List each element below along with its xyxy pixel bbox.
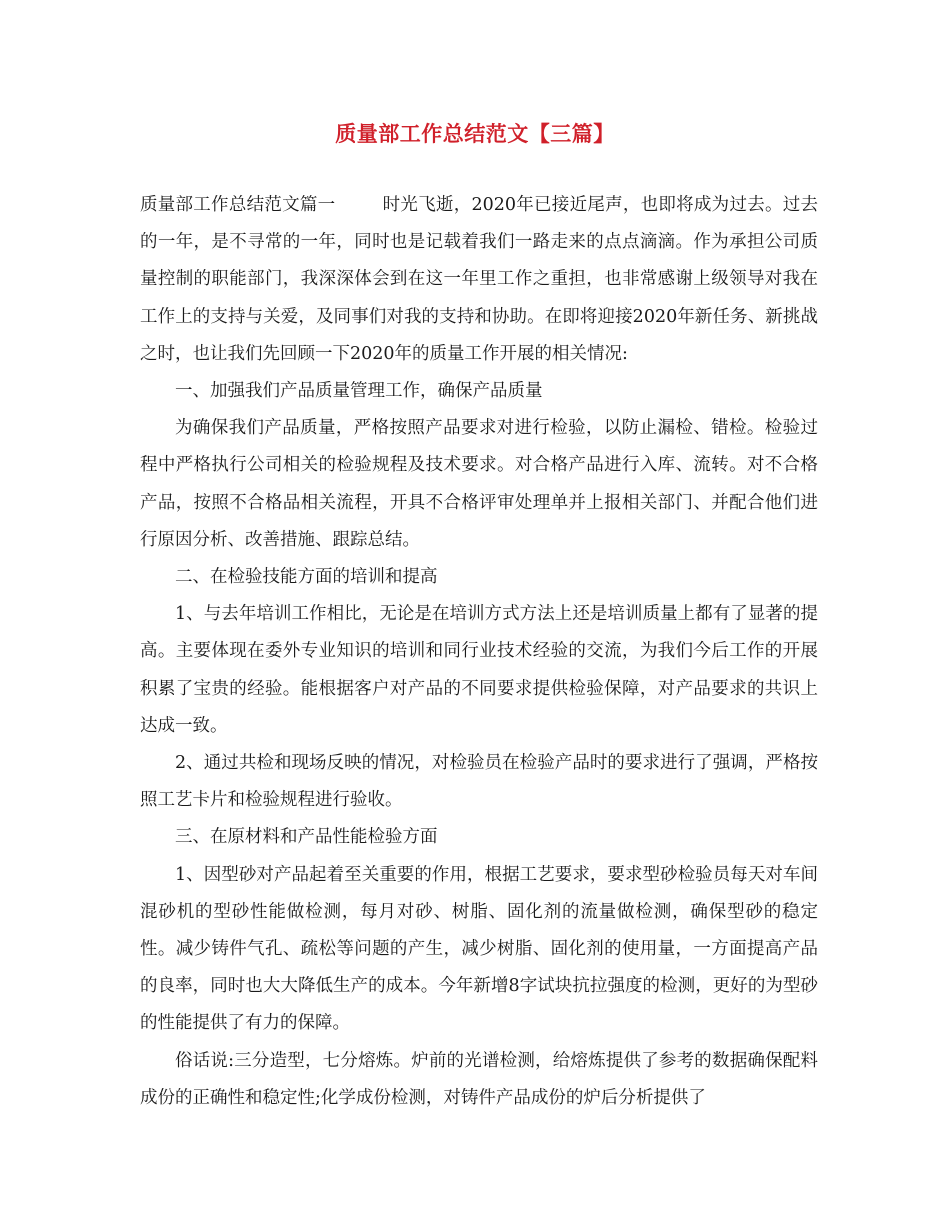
document-title: 质量部工作总结范文【三篇】 — [335, 121, 615, 146]
section1-paragraph: 为确保我们产品质量，严格按照产品要求对进行检验，以防止漏检、错检。检验过程中严格执行公司相关的检验规程及技术要求。对合格产品进行入库、流转。对不合格产品，按照不合格品相关流程，开具不合格评审处理单并上报相关部门、并配合他们进行原因分析、改善措施、跟踪总结。 — [140, 418, 818, 550]
intro-paragraph — [140, 187, 818, 373]
intro-text: 时光飞逝，2020年已接近尾声，也即将成为过去。过去的一年，是不寻常的一年，同时也是记载着我们一路走来的点点滴滴。作为承担公司质量控制的职能部门，我深深体会到在这一年里工作之重担，也非常感谢上级领导对我在工作上的支持与关爱，及同事们对我的支持和协助。在即将迎接2020年新任务、新挑战之时，也让我们先回顾一下2020年的质量工作开展的相关情况: — [140, 195, 818, 364]
section2-heading: 二、在检验技能方面的培训和提高 — [175, 567, 438, 588]
section1-heading: 一、加强我们产品质量管理工作，确保产品质量 — [175, 381, 543, 402]
document-body — [140, 187, 818, 1117]
section2-item-2: 2、通过共检和现场反映的情况，对检验员在检验产品时的要求进行了强调，严格按照工艺卡片和检验规程进行验收。 — [140, 753, 818, 811]
intro-label: 质量部工作总结范文篇一 — [140, 195, 336, 215]
section3-item-1: 1、因型砂对产品起着至关重要的作用，根据工艺要求，要求型砂检验员每天对车间混砂机的型砂性能做检测，每月对砂、树脂、固化剂的流量做检测，确保型砂的稳定性。减少铸件气孔、疏松等问题的产生，减少树脂、固化剂的使用量，一方面提高产品的良率，同时也大大降低生产的成本。今年新增8字试块抗拉强度的检测，更好的为型砂的性能提供了有力的保障。 — [140, 864, 818, 1034]
section2-item-1: 1、与去年培训工作相比，无论是在培训方式方法上还是培训质量上都有了显著的提高。主要体现在委外专业知识的培训和同行业技术经验的交流，为我们今后工作的开展积累了宝贵的经验。能根据客户对产品的不同要求提供检验保障，对产品要求的共识上达成一致。 — [140, 604, 818, 736]
section3-heading: 三、在原材料和产品性能检验方面 — [175, 827, 438, 848]
section3-paragraph-2: 俗话说:三分造型，七分熔炼。炉前的光谱检测，给熔炼提供了参考的数据确保配料成份的正确性和稳定性;化学成份检测，对铸件产品成份的炉后分析提供了 — [140, 1050, 818, 1108]
